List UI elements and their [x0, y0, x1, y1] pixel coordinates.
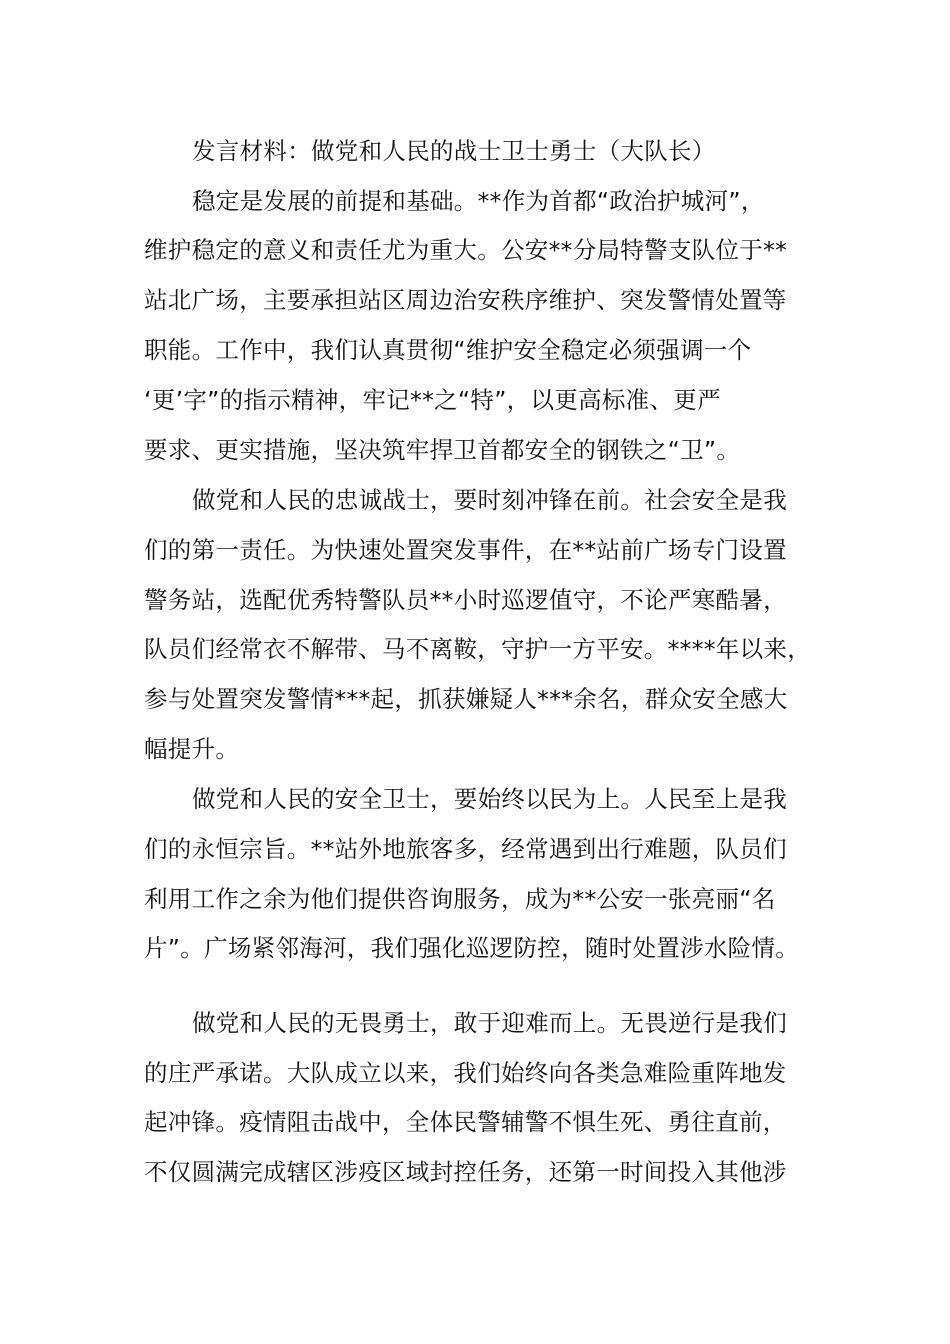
- paragraph-line: 们的第一责任。为快速处置突发事件，在**站前广场专门设置: [144, 536, 787, 564]
- paragraph-line: 要求、更实措施，坚决筑牢捍卫首都安全的钢铁之“卫”。: [144, 436, 741, 464]
- document-title: 发言材料：做党和人民的战士卫士勇士（大队长）: [192, 137, 716, 165]
- paragraph-line: 不仅圆满完成辖区涉疫区域封控任务，还第一时间投入其他涉: [144, 1158, 787, 1186]
- paragraph-line: 队员们经常衣不解带、马不离鞍，守护一方平安。****年以来，: [144, 635, 811, 663]
- paragraph-line: ‘更’字”的指示精神，牢记**之“特”，以更高标准、更严: [144, 386, 721, 414]
- paragraph-line: 做党和人民的无畏勇士，敢于迎难而上。无畏逆行是我们: [192, 1009, 787, 1037]
- paragraph-line: 参与处置突发警情***起，抓获嫌疑人***余名，群众安全感大: [144, 685, 788, 713]
- paragraph-line: 幅提升。: [144, 735, 240, 763]
- paragraph-line: 们的永恒宗旨。**站外地旅客多，经常遇到出行难题，队员们: [144, 835, 787, 863]
- paragraph-line: 稳定是发展的前提和基础。**作为首都“政治护城河”，: [192, 187, 765, 215]
- paragraph-line: 警务站，选配优秀特警队员**小时巡逻值守，不论严寒酷暑，: [144, 586, 787, 614]
- paragraph-line: 起冲锋。疫情阻击战中，全体民警辅警不惧生死、勇往直前，: [144, 1108, 787, 1136]
- paragraph-line: 片”。广场紧邻海河，我们强化巡逻防控，随时处置涉水险情。: [144, 934, 800, 962]
- paragraph-line: 做党和人民的安全卫士，要始终以民为上。人民至上是我: [192, 785, 787, 813]
- paragraph-line: 维护稳定的意义和责任尤为重大。公安**分局特警支队位于**: [144, 236, 788, 264]
- paragraph-line: 的庄严承诺。大队成立以来，我们始终向各类急难险重阵地发: [144, 1059, 787, 1087]
- paragraph-line: 职能。工作中，我们认真贯彻“维护安全稳定必须强调一个: [144, 336, 752, 364]
- paragraph-line: 站北广场，主要承担站区周边治安秩序维护、突发警情处置等: [144, 286, 787, 314]
- paragraph-line: 做党和人民的忠诚战士，要时刻冲锋在前。社会安全是我: [192, 486, 787, 514]
- paragraph-line: 利用工作之余为他们提供咨询服务，成为**公安一张亮丽“名: [144, 885, 776, 913]
